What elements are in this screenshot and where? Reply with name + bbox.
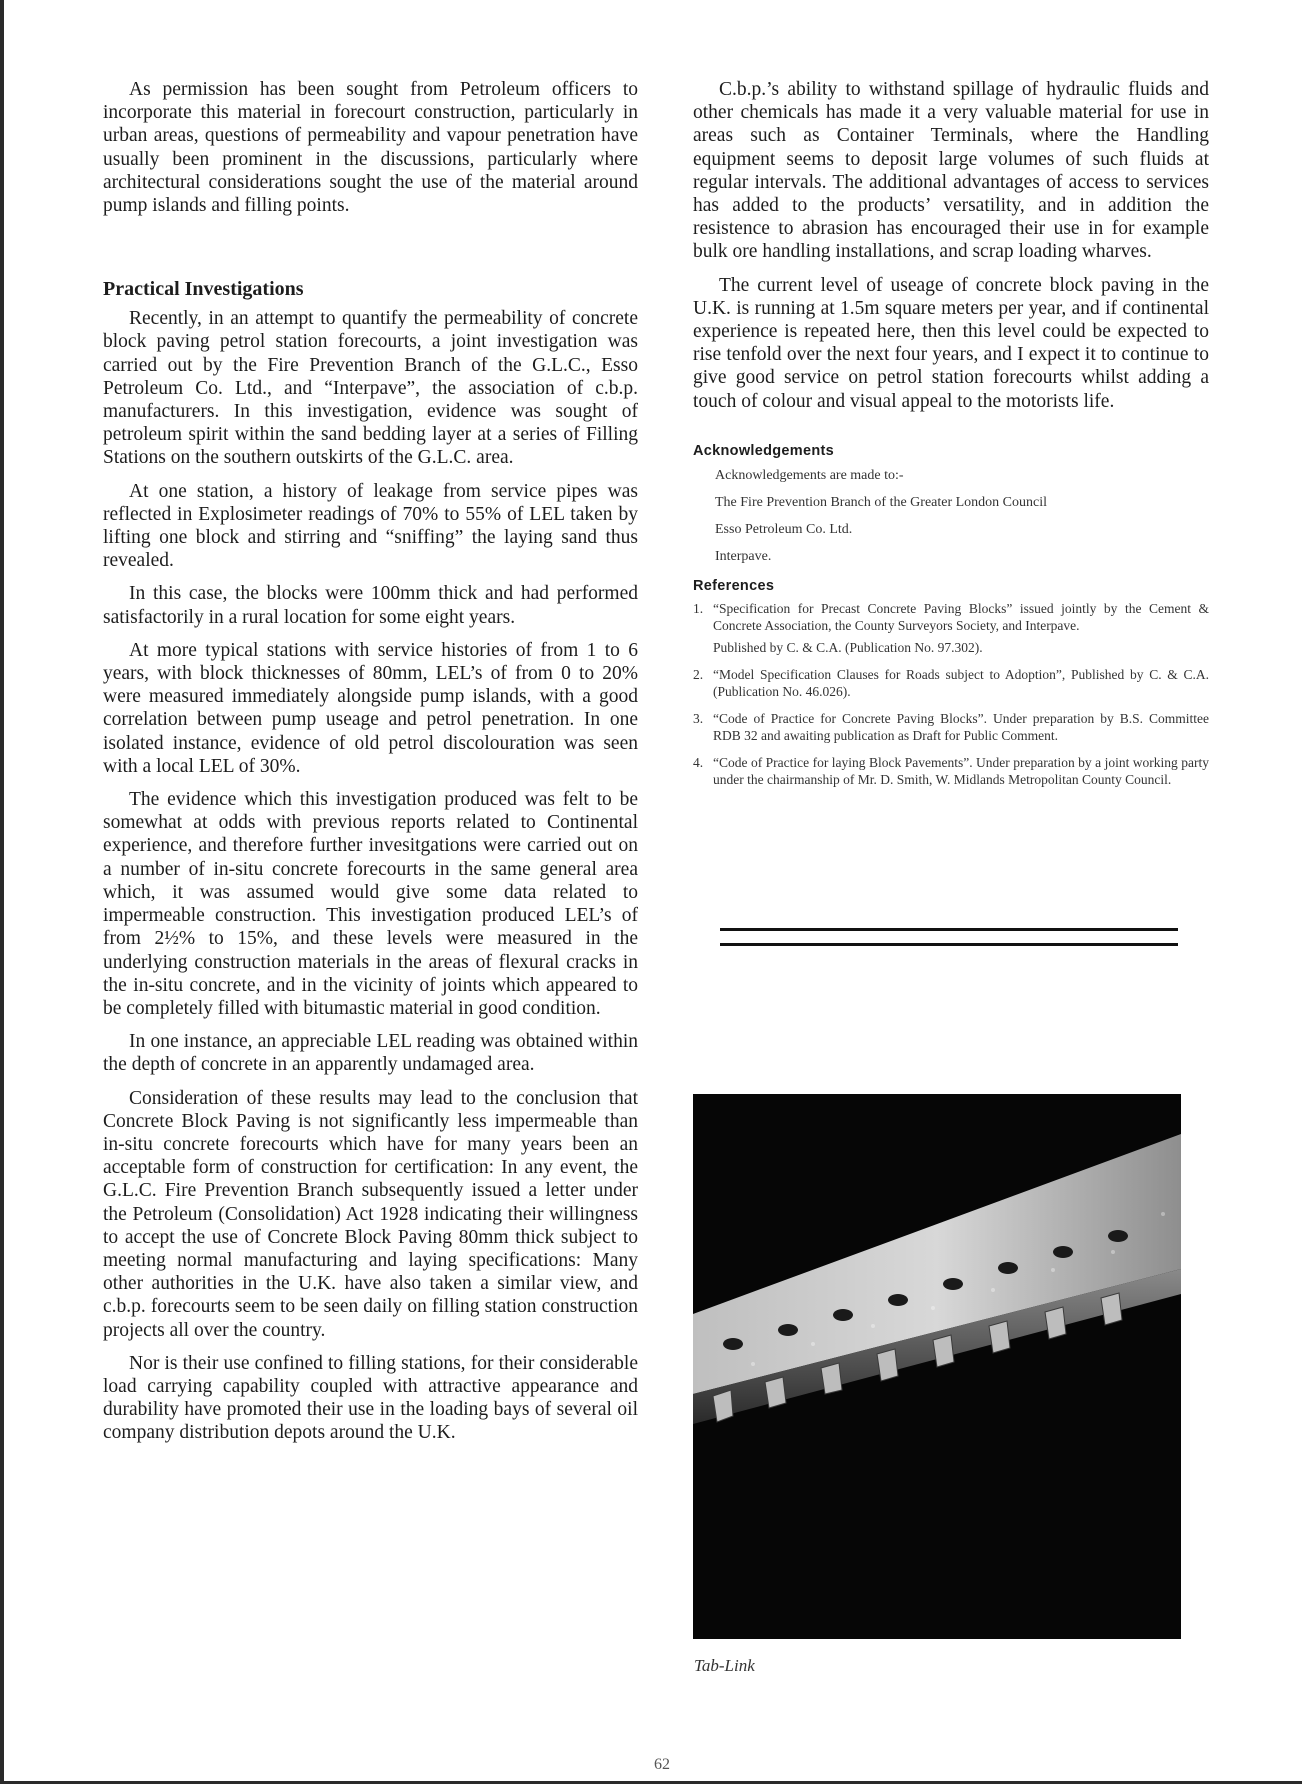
reference-item [693, 666, 1209, 700]
paragraph: Consideration of these results may lead to the conclusion that Concrete Block Paving is not significantly less impermeable than in-situ concrete forecourts which have for many years been an acceptable form of construction for certification: In any event, the G.L.C. Fire Prevention Branch subsequently issued a letter under the Petroleum (Consolidation) Act 1928 indicating their willingness to accept the use of Concrete Block Paving 80mm thick subject to meeting normal manufacturing and laying specifications: Many other authorities in the U.K. have also taken a similar view, and c.b.p. forecourts seem to be seen daily on filling station construction projects all over the country. [103, 1087, 638, 1341]
acknowledgements-heading: Acknowledgements [693, 442, 834, 459]
section-heading: Practical Investigations [103, 278, 304, 301]
acknowledgement-line: Esso Petroleum Co. Ltd. [715, 521, 853, 537]
reference-text: “Code of Practice for laying Block Pavements”. Under preparation by a joint working party under the chairmanship of Mr. D. Smith, W. Midlands Metropolitan County Council. [713, 754, 1209, 787]
reference-text: “Specification for Precast Concrete Paving Blocks” issued jointly by the Cement & Concrete Association, the County Surveyors Society, and Interpave. [713, 600, 1209, 633]
reference-number: 2. [693, 666, 704, 682]
acknowledgement-line: Acknowledgements are made to:- [715, 467, 904, 483]
acknowledgement-line: Interpave. [715, 548, 772, 564]
paragraph: Recently, in an attempt to quantify the permeability of concrete block paving petrol station forecourts, a joint investigation was carried out by the Fire Prevention Branch of the G.L.C., Esso Petroleum Co. Ltd., and “Interpave”, the association of c.b.p. manufacturers. In this investigation, evidence was sought of petroleum spirit within the sand bedding layer at a series of Filling Stations on the southern outskirts of the G.L.C. area. [103, 308, 638, 469]
paragraph: At more typical stations with service histories of from 1 to 6 years, with block thicknesses of 80mm, LEL’s of from 0 to 20% were measured immediately alongside pump islands, with a good correlation between pump useage and petrol penetration. In one isolated instance, evidence of old petrol discolouration was seen with a local LEL of 30%. [103, 639, 638, 777]
reference-text: “Model Specification Clauses for Roads subject to Adoption”, Published by C. & C.A. (Publication No. 46.026). [713, 666, 1209, 699]
reference-publication: Published by C. & C.A. (Publication No. 97.302). [713, 639, 983, 655]
reference-item [693, 754, 1209, 788]
left-column [103, 78, 638, 1455]
photo-caption: Tab-Link [694, 1656, 755, 1675]
reference-item [693, 710, 1209, 744]
paragraph: The evidence which this investigation produced was felt to be somewhat at odds with previous reports related to Continental experience, and therefore further invesitgations were carried out on a number of in-situ concrete forecourts in the same general area which, it was assumed would give some data related to impermeable construction. This investigation produced LEL’s of from 2½% to 15%, and these levels were measured in the underlying construction materials in the areas of flexural cracks in the in-situ concrete, and in the vicinity of joints which appeared to be completely filled with bitumastic material in good condition. [103, 789, 638, 1019]
paragraph: C.b.p.’s ability to withstand spillage of hydraulic fluids and other chemicals has made it a very valuable material for use in areas such as Container Terminals, where the Handling equipment seems to deposit large volumes of such fluids at regular intervals. The additional advantages of access to services has added to the products’ versatility, and in addition the resistence to abrasion has encouraged their use in for example bulk ore handling installations, and scrap loading wharves. [693, 79, 1209, 263]
paragraph: Nor is their use confined to filling stations, for their considerable load carrying capability coupled with attractive appearance and durability have promoted their use in the loading bays of several oil company distribution depots around the U.K. [103, 1352, 638, 1444]
right-column [693, 78, 1209, 798]
references-heading: References [693, 577, 775, 594]
reference-number: 1. [693, 600, 704, 616]
paragraph: The current level of useage of concrete block paving in the U.K. is running at 1.5m square meters per year, and if continental experience is repeated here, then this level could be expected to rise tenfold over the next four years, and I expect it to continue to give good service on petrol station forecourts whilst adding a touch of colour and visual appeal to the motorists life. [693, 274, 1209, 412]
reference-item [693, 600, 1209, 656]
divider-rule [720, 943, 1178, 946]
paragraph: In this case, the blocks were 100mm thick and had performed satisfactorily in a rural location for some eight years. [103, 583, 638, 628]
reference-number: 3. [693, 710, 704, 726]
paving-block-photo [693, 1094, 1181, 1639]
page-edge [0, 0, 4, 1784]
paragraph: At one station, a history of leakage from service pipes was reflected in Explosimeter readings of 70% to 55% of LEL taken by lifting one block and stirring and “sniffing” the laying sand thus revealed. [103, 480, 638, 572]
paragraph: In one instance, an appreciable LEL reading was obtained within the depth of concrete in an apparently undamaged area. [103, 1031, 638, 1076]
page-number: 62 [654, 1756, 670, 1773]
divider-rule [720, 928, 1178, 931]
acknowledgement-line: The Fire Prevention Branch of the Greater London Council [715, 494, 1048, 510]
reference-text: “Code of Practice for Concrete Paving Blocks”. Under preparation by B.S. Committee RDB 32 and awaiting publication as Draft for Public Comment. [713, 710, 1209, 743]
reference-number: 4. [693, 754, 704, 770]
paragraph: As permission has been sought from Petroleum officers to incorporate this material in forecourt construction, particularly in urban areas, questions of permeability and vapour penetration have usually been prominent in the discussions, particularly where architectural considerations sought the use of the material around pump islands and filling points. [103, 79, 638, 217]
